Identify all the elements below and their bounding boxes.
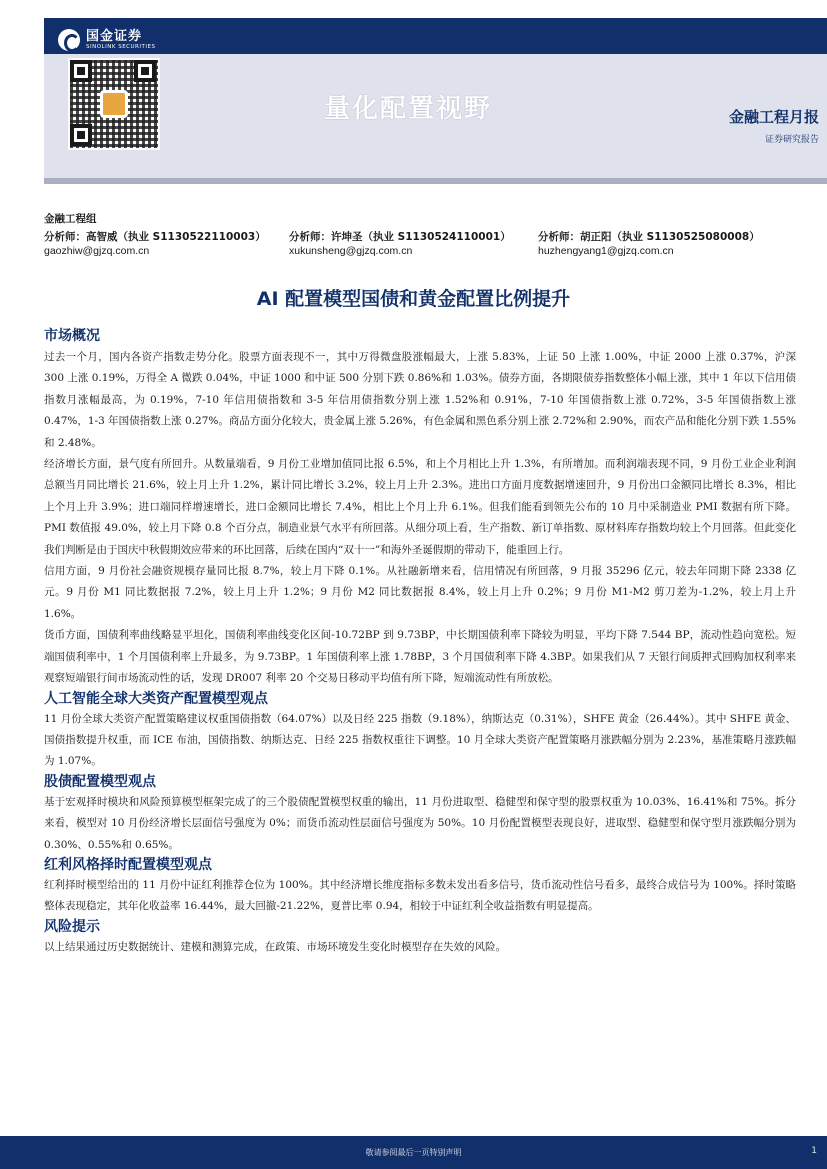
report-title: AI 配置模型国债和黄金配置比例提升	[256, 288, 571, 310]
report-type: 金融工程月报	[728, 108, 819, 126]
company-logo	[58, 26, 188, 54]
section-dividend-timing	[44, 856, 796, 918]
header-bottom-strip	[44, 178, 827, 184]
analyst-3-email[interactable]: huzhengyang1@gjzq.com.cn	[538, 245, 674, 257]
section-risk-warning	[44, 918, 796, 958]
analyst-1-email[interactable]: gaozhiw@gjzq.com.cn	[44, 245, 150, 257]
section-heading: 人工智能全球大类资产配置模型观点	[44, 690, 268, 707]
page-number: 1	[811, 1146, 817, 1156]
section-market-overview	[44, 327, 796, 690]
series-title: 量化配置视野	[324, 94, 493, 124]
qr-finder-top-left	[70, 60, 92, 82]
paragraph: 红利择时模型给出的 11 月份中证红利推荐仓位为 100%。其中经济增长维度指标多数未发出看多信号，货币流动性信号看多，最终合成信号为 100%。择时策略整体表现稳定，其年化收益率 16.44%，最大回撤-21.22%，夏普比率 0.94，相较于中证红利全收益指数有明显提高。	[44, 878, 796, 913]
research-group: 金融工程组	[44, 213, 97, 225]
logo-name-cn: 国金证券	[86, 29, 143, 44]
paragraph: 过去一个月，国内各资产指数走势分化。股票方面表现不一，其中万得微盘股涨幅最大，上涨 5.83%，上证 50 上涨 1.00%，中证 2000 上涨 0.37%，沪深 300 上涨 0.19%，万得全 A 微跌 0.04%，中证 1000 和中证 500 分别下跌 0.86%和 1.03%。债券方面，各期限债券指数整体小幅上涨，其中 1 年以下信用债指数月涨幅最高，为 0.19%，7-10 年信用债指数和 3-5 年信用债指数分别上涨 1.52%和 0.91%，7-10 年国债指数上涨 0.72%，3-5 年国债指数上涨 0.47%，1-3 年国债指数上涨 0.27%。商品方面分化较大，贵金属上涨 5.26%，有色金属和黑色系分别上涨 2.72%和 2.90%，而农产品和能化分别下跌 1.55%和 2.48%。	[44, 351, 796, 449]
footer-disclaimer[interactable]: 敬请参阅最后一页特别声明	[365, 1148, 462, 1157]
paragraph: 11 月份全球大类资产配置策略建议权重国债指数（64.07%）以及日经 225 指数（9.18%），纳斯达克（0.31%），SHFE 黄金（26.44%）。其中 SHFE 黄金、国债指数提升权重，而 ICE 布油，国债指数、纳斯达克、日经 225 指数权重往下调整。10 月全球大类资产配置策略月涨跌幅分别为 2.23%，基准策略月涨跌幅为 1.07%。	[44, 712, 796, 768]
logo-name-en: SINOLINK SECURITIES	[86, 44, 156, 50]
paragraph: 基于宏观择时模块和风险预算模型框架完成了的三个股债配置模型权重的输出，11 月份进取型、稳健型和保守型的股票权重为 10.03%、16.41%和 75%。拆分来看，模型对 10 月份经济增长层面信号强度为 0%；而货币流动性层面信号强度为 50%。10 月份配置模型表现良好，进取型、稳健型和保守型月涨跌幅分别为 0.30%、0.55%和 0.65%。	[44, 795, 796, 851]
logo-mark-icon	[58, 29, 80, 51]
section-heading: 红利风格择时配置模型观点	[44, 856, 212, 873]
qr-finder-bottom-left	[70, 124, 92, 146]
analyst-2: 分析师：许坤圣（执业 S1130524110001）	[289, 231, 511, 243]
analyst-3: 分析师：胡正阳（执业 S1130525080008）	[538, 231, 760, 243]
paragraph: 经济增长方面，景气度有所回升。从数量端看，9 月份工业增加值同比报 6.5%，和上个月相比上升 1.3%，有所增加。而利润端表现不同，9 月份工业企业利润总额当月同比增长 21.6%，较上月上升 1.2%，累计同比增长 3.2%，较上月上升 2.3%。进出口方面月度数据增速回升，9 月份出口金额同比增长 8.3%，相比上个月上升 3.9%；进口端同样增速增长，进口金额同比增长 7.4%，相比上个月上升 6.1%。但我们能看到领先公布的 10 月中采制造业 PMI 数据有所下降。PMI 数值报 49.0%，较上月下降 0.8 个百分点，制造业景气水平有所回落。从细分项上看，生产指数、新订单指数、原材料库存指数均较上个月回落。但此变化我们判断是由于国庆中秋假期效应带来的环比回落，后续在国内“双十一”和海外圣诞假期的带动下，能重回上行。	[44, 458, 796, 556]
analyst-1: 分析师：高智威（执业 S1130522110003）	[44, 231, 266, 243]
paragraph: 以上结果通过历史数据统计、建模和测算完成，在政策、市场环境发生变化时模型存在失效的风险。	[44, 940, 506, 953]
report-date: 2025 年 11 月 06 日	[691, 38, 815, 52]
analyst-2-email[interactable]: xukunsheng@gjzq.com.cn	[289, 245, 413, 257]
section-stock-bond-allocation	[44, 773, 796, 856]
paragraph: 货币方面，国债利率曲线略显平坦化，国债利率曲线变化区间-10.72BP 到 9.73BP，中长期国债利率下降较为明显，平均下降 7.544 BP，流动性趋向宽松。短端国债利率中，1 个月国债利率上升最多，为 9.73BP。1 年国债利率上涨 1.78BP，3 个月国债利率下降 4.3BP。如果我们从 7 天银行间质押式回购加权利率来观察短端银行间市场流动性的话，发现 DR007 利率 20 个交易日移动平均值有所下降，短端流动性有所放松。	[44, 629, 796, 685]
section-heading: 股债配置模型观点	[44, 773, 156, 790]
report-subtype: 证券研究报告	[764, 135, 819, 145]
qr-center-logo	[100, 90, 128, 118]
report-body	[44, 327, 796, 958]
paragraph: 信用方面，9 月份社会融资规模存量同比报 8.7%，较上月下降 0.1%。从社融新增来看，信用情况有所回落，9 月报 35296 亿元，较去年同期下降 2338 亿元。9 月份 M1 同比数据报 7.2%，较上月上升 1.2%；9 月份 M2 同比数据报 8.4%，较上月上升 0.2%；9 月份 M1-M2 剪刀差为-1.2%，较上月上升 1.6%。	[44, 565, 796, 620]
section-ai-global-allocation	[44, 690, 796, 773]
qr-finder-top-right	[134, 60, 156, 82]
section-heading: 风险提示	[44, 918, 100, 935]
section-heading: 市场概况	[44, 328, 100, 344]
